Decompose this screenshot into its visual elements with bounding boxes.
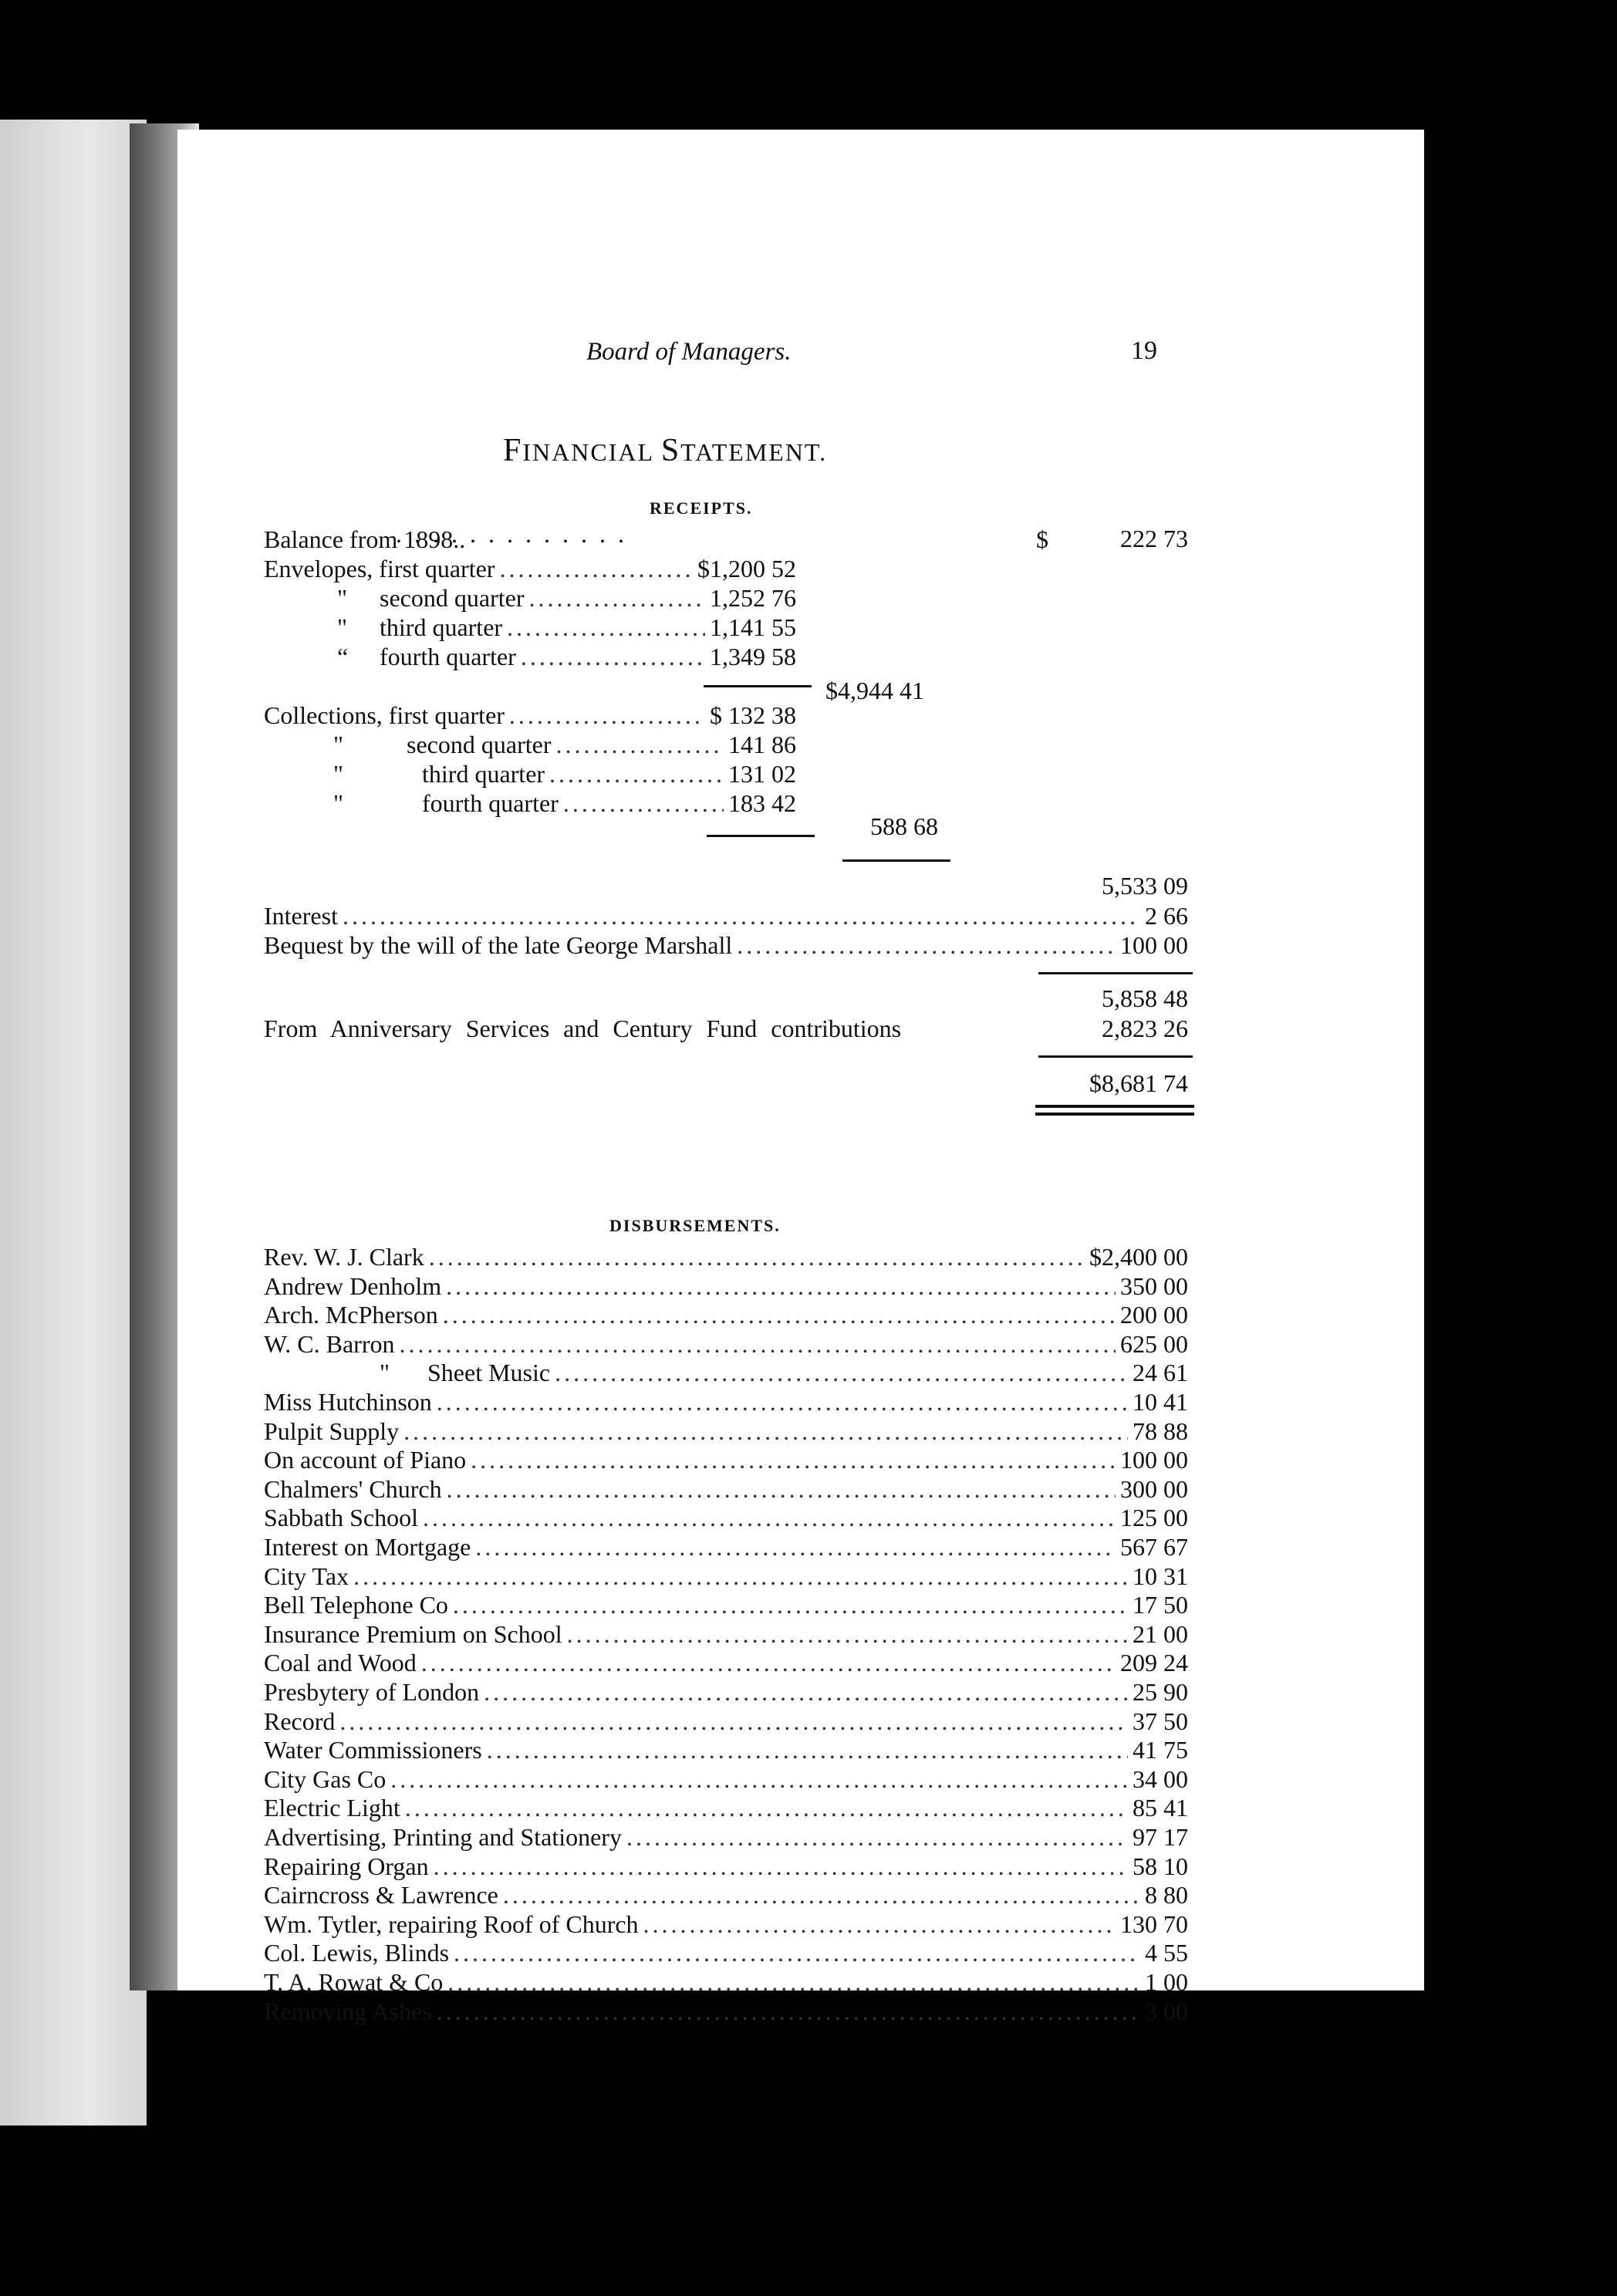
leader-dots: . . . . . . . . . . . . .: [396, 520, 627, 548]
receipt-row-interest: Interest ..... 2 66: [264, 901, 1188, 930]
disbursement-amount: 25 90: [1133, 1678, 1188, 1706]
rule: [1038, 972, 1193, 974]
disbursement-label: City Gas Co: [264, 1764, 387, 1793]
disbursement-row: [264, 1880, 1188, 1909]
disbursement-label: Miss Hutchinson: [264, 1388, 432, 1416]
disbursement-label: T. A. Rowat & Co: [264, 1968, 444, 1996]
disbursement-amount: 1 00: [1145, 1968, 1188, 1996]
leader-dots: [643, 1909, 1116, 1939]
disbursement-label: Col. Lewis, Blinds: [264, 1939, 450, 1967]
disbursement-row: [264, 1445, 1188, 1474]
leader-dots: [437, 1387, 1128, 1416]
disbursement-row: [264, 1967, 1188, 1997]
disbursement-label: Removing Ashes: [264, 1997, 432, 2025]
disbursement-label: Record: [264, 1707, 336, 1735]
disbursement-amount: 97 17: [1133, 1823, 1188, 1851]
disbursement-amount: 8 80: [1145, 1881, 1188, 1909]
leader-dots: [429, 1242, 1085, 1271]
disbursement-label: W. C. Barron: [264, 1329, 395, 1358]
disbursement-label: Advertising, Printing and Stationery: [264, 1823, 622, 1851]
leader-dots: [423, 1503, 1116, 1532]
leader-dots: [443, 1300, 1116, 1329]
disbursement-row: [264, 1503, 1188, 1532]
disbursement-amount: 625 00: [1120, 1329, 1188, 1358]
disbursement-label: Arch. McPherson: [264, 1301, 438, 1329]
disbursement-amount: 350 00: [1120, 1271, 1188, 1300]
leader-dots: [453, 1590, 1128, 1619]
disbursement-row: [264, 1764, 1188, 1794]
balance-dollar: $: [1036, 525, 1048, 553]
disbursement-row: [264, 1677, 1188, 1707]
disbursement-amount: 17 50: [1133, 1591, 1188, 1619]
disbursement-amount: 100 00: [1120, 1446, 1188, 1474]
receipt-row-envelopes-2: " second quarter ..... 1,252 76: [264, 583, 796, 613]
disbursement-label: Andrew Denholm: [264, 1271, 442, 1300]
running-header: Board of Managers.: [586, 338, 792, 366]
leader-dots: [405, 1793, 1128, 1822]
disbursement-label: Sabbath School: [264, 1504, 418, 1532]
disbursement-label: Rev. W. J. Clark: [264, 1243, 424, 1271]
disbursement-row: [264, 1793, 1188, 1822]
disbursement-amount: 10 31: [1133, 1562, 1188, 1590]
leader-dots: [503, 1880, 1140, 1909]
disbursement-row: [264, 1997, 1188, 2026]
leader-dots: [390, 1764, 1128, 1794]
disbursement-row: [264, 1822, 1188, 1852]
disbursement-row: [264, 1707, 1188, 1736]
disbursement-row: [264, 1329, 1188, 1359]
disbursement-row: [264, 1590, 1188, 1619]
receipt-row-envelopes-4: “ fourth quarter ..... 1,349 58: [264, 642, 796, 671]
receipt-row-bequest: Bequest by the will of the late George Marshall ..... 100 00: [264, 930, 1188, 960]
disbursement-amount: 567 67: [1120, 1533, 1188, 1561]
disbursement-amount: 24 61: [1133, 1359, 1188, 1387]
rule: [704, 685, 812, 687]
disbursement-label: Pulpit Supply: [264, 1416, 400, 1445]
disbursement-amount: 130 70: [1120, 1909, 1188, 1938]
rule: [707, 835, 815, 837]
disbursement-row: [264, 1300, 1188, 1329]
disbursement-amount: 78 88: [1133, 1416, 1188, 1445]
leader-dots: [447, 1967, 1140, 1997]
disbursement-amount: 85 41: [1133, 1794, 1188, 1822]
leader-dots: [487, 1735, 1128, 1764]
double-rule: [1035, 1113, 1194, 1116]
leader-dots: [567, 1619, 1128, 1649]
book-page: [177, 130, 1424, 2025]
disbursement-label: Repairing Organ: [264, 1852, 429, 1880]
leader-dots: [454, 1938, 1140, 1967]
disbursement-label: Wm. Tytler, repairing Roof of Church: [264, 1909, 639, 1938]
disbursement-label: Water Commissioners: [264, 1736, 482, 1764]
disbursement-amount: 37 50: [1133, 1707, 1188, 1735]
disbursement-label: Bell Telephone Co: [264, 1591, 448, 1619]
disbursement-amount: 4 55: [1145, 1939, 1188, 1967]
disbursement-row: [264, 1909, 1188, 1939]
leader-dots: [339, 1707, 1128, 1736]
disbursement-amount: 200 00: [1120, 1301, 1188, 1329]
subtotal-2: 5,858 48: [1102, 984, 1188, 1012]
disbursement-amount: 58 10: [1133, 1852, 1188, 1880]
leader-dots: [471, 1445, 1116, 1474]
balance-label: Balance from 1898..: [264, 525, 466, 553]
disbursement-row: [264, 1735, 1188, 1764]
leader-dots: [437, 1997, 1140, 2026]
receipt-row-collections-1: Collections, first quarter ..... $ 132 38: [264, 701, 796, 730]
leader-dots: [403, 1416, 1128, 1446]
leader-dots: [421, 1648, 1116, 1677]
disbursement-amount: 21 00: [1133, 1619, 1188, 1648]
receipt-row-collections-2: " second quarter ..... 141 86: [264, 730, 796, 759]
disbursement-row: [264, 1387, 1188, 1416]
balance-value: 222 73: [1120, 525, 1188, 552]
receipt-row-collections-4: " fourth quarter ..... 183 42: [264, 788, 796, 818]
disbursement-row: [264, 1474, 1188, 1504]
disbursement-amount: 3 00: [1145, 1997, 1188, 2025]
disbursement-label: Chalmers' Church: [264, 1474, 442, 1503]
disbursement-row: [264, 1242, 1188, 1271]
leader-dots: [353, 1562, 1128, 1591]
leader-dots: [434, 1852, 1128, 1881]
receipt-row-envelopes-1: Envelopes, first quarter ..... $1,200 52: [264, 554, 796, 583]
disbursement-sublabel: Sheet Music: [427, 1359, 551, 1387]
page-title: FINANCIAL STATEMENT.: [503, 433, 828, 468]
collections-total: 588 68: [870, 812, 938, 840]
disbursement-row: [264, 1271, 1188, 1301]
grand-total: $8,681 74: [1089, 1069, 1188, 1097]
rule: [842, 859, 950, 862]
receipt-row-anniversary: From Anniversary Services and Century Fund contributions 2,823 26: [264, 1015, 1188, 1042]
disbursement-label: Presbytery of London: [264, 1678, 480, 1706]
disbursement-row: [264, 1358, 1188, 1387]
disbursements-heading: DISBURSEMENTS.: [609, 1216, 781, 1235]
disbursement-row: [264, 1648, 1188, 1677]
disbursement-label: Electric Light: [264, 1794, 400, 1822]
double-rule: [1035, 1105, 1194, 1108]
left-page-edge: [0, 120, 147, 2125]
rule: [1038, 1055, 1193, 1058]
disbursement-row: [264, 1532, 1188, 1562]
leader-dots: [399, 1329, 1116, 1359]
receipts-heading: RECEIPTS.: [650, 498, 753, 518]
disbursement-row: [264, 1562, 1188, 1591]
page-number: 19: [1131, 336, 1157, 365]
envelopes-total: $4,944 41: [825, 677, 924, 704]
leader-dots: [626, 1822, 1128, 1852]
disbursement-amount: 300 00: [1120, 1474, 1188, 1503]
subtotal-1: 5,533 09: [1102, 872, 1188, 900]
disbursement-amount: $2,400 00: [1089, 1243, 1188, 1271]
disbursement-row: [264, 1619, 1188, 1649]
disbursement-amount: 10 41: [1133, 1388, 1188, 1416]
receipt-row-envelopes-3: " third quarter ..... 1,141 55: [264, 613, 796, 642]
disbursement-label: Coal and Wood: [264, 1649, 417, 1677]
disbursement-amount: 34 00: [1133, 1764, 1188, 1793]
disbursement-amount: 209 24: [1120, 1649, 1188, 1677]
leader-dots: [555, 1358, 1128, 1387]
leader-dots: [446, 1271, 1116, 1301]
disbursement-row: [264, 1852, 1188, 1881]
disbursement-row: [264, 1938, 1188, 1967]
receipt-row-collections-3: " third quarter ..... 131 02: [264, 759, 796, 788]
disbursement-label: Interest on Mortgage: [264, 1533, 471, 1561]
leader-dots: [447, 1474, 1116, 1504]
leader-dots: [475, 1532, 1116, 1562]
disbursement-label: City Tax: [264, 1562, 349, 1590]
disbursement-label: Cairncross & Lawrence: [264, 1881, 498, 1909]
disbursement-row: [264, 1416, 1188, 1446]
disbursement-label: Insurance Premium on School: [264, 1619, 562, 1648]
disbursement-label: ": [380, 1359, 390, 1387]
disbursement-amount: 41 75: [1133, 1736, 1188, 1764]
leader-dots: [484, 1677, 1128, 1707]
disbursement-amount: 125 00: [1120, 1504, 1188, 1532]
disbursement-label: On account of Piano: [264, 1446, 467, 1474]
